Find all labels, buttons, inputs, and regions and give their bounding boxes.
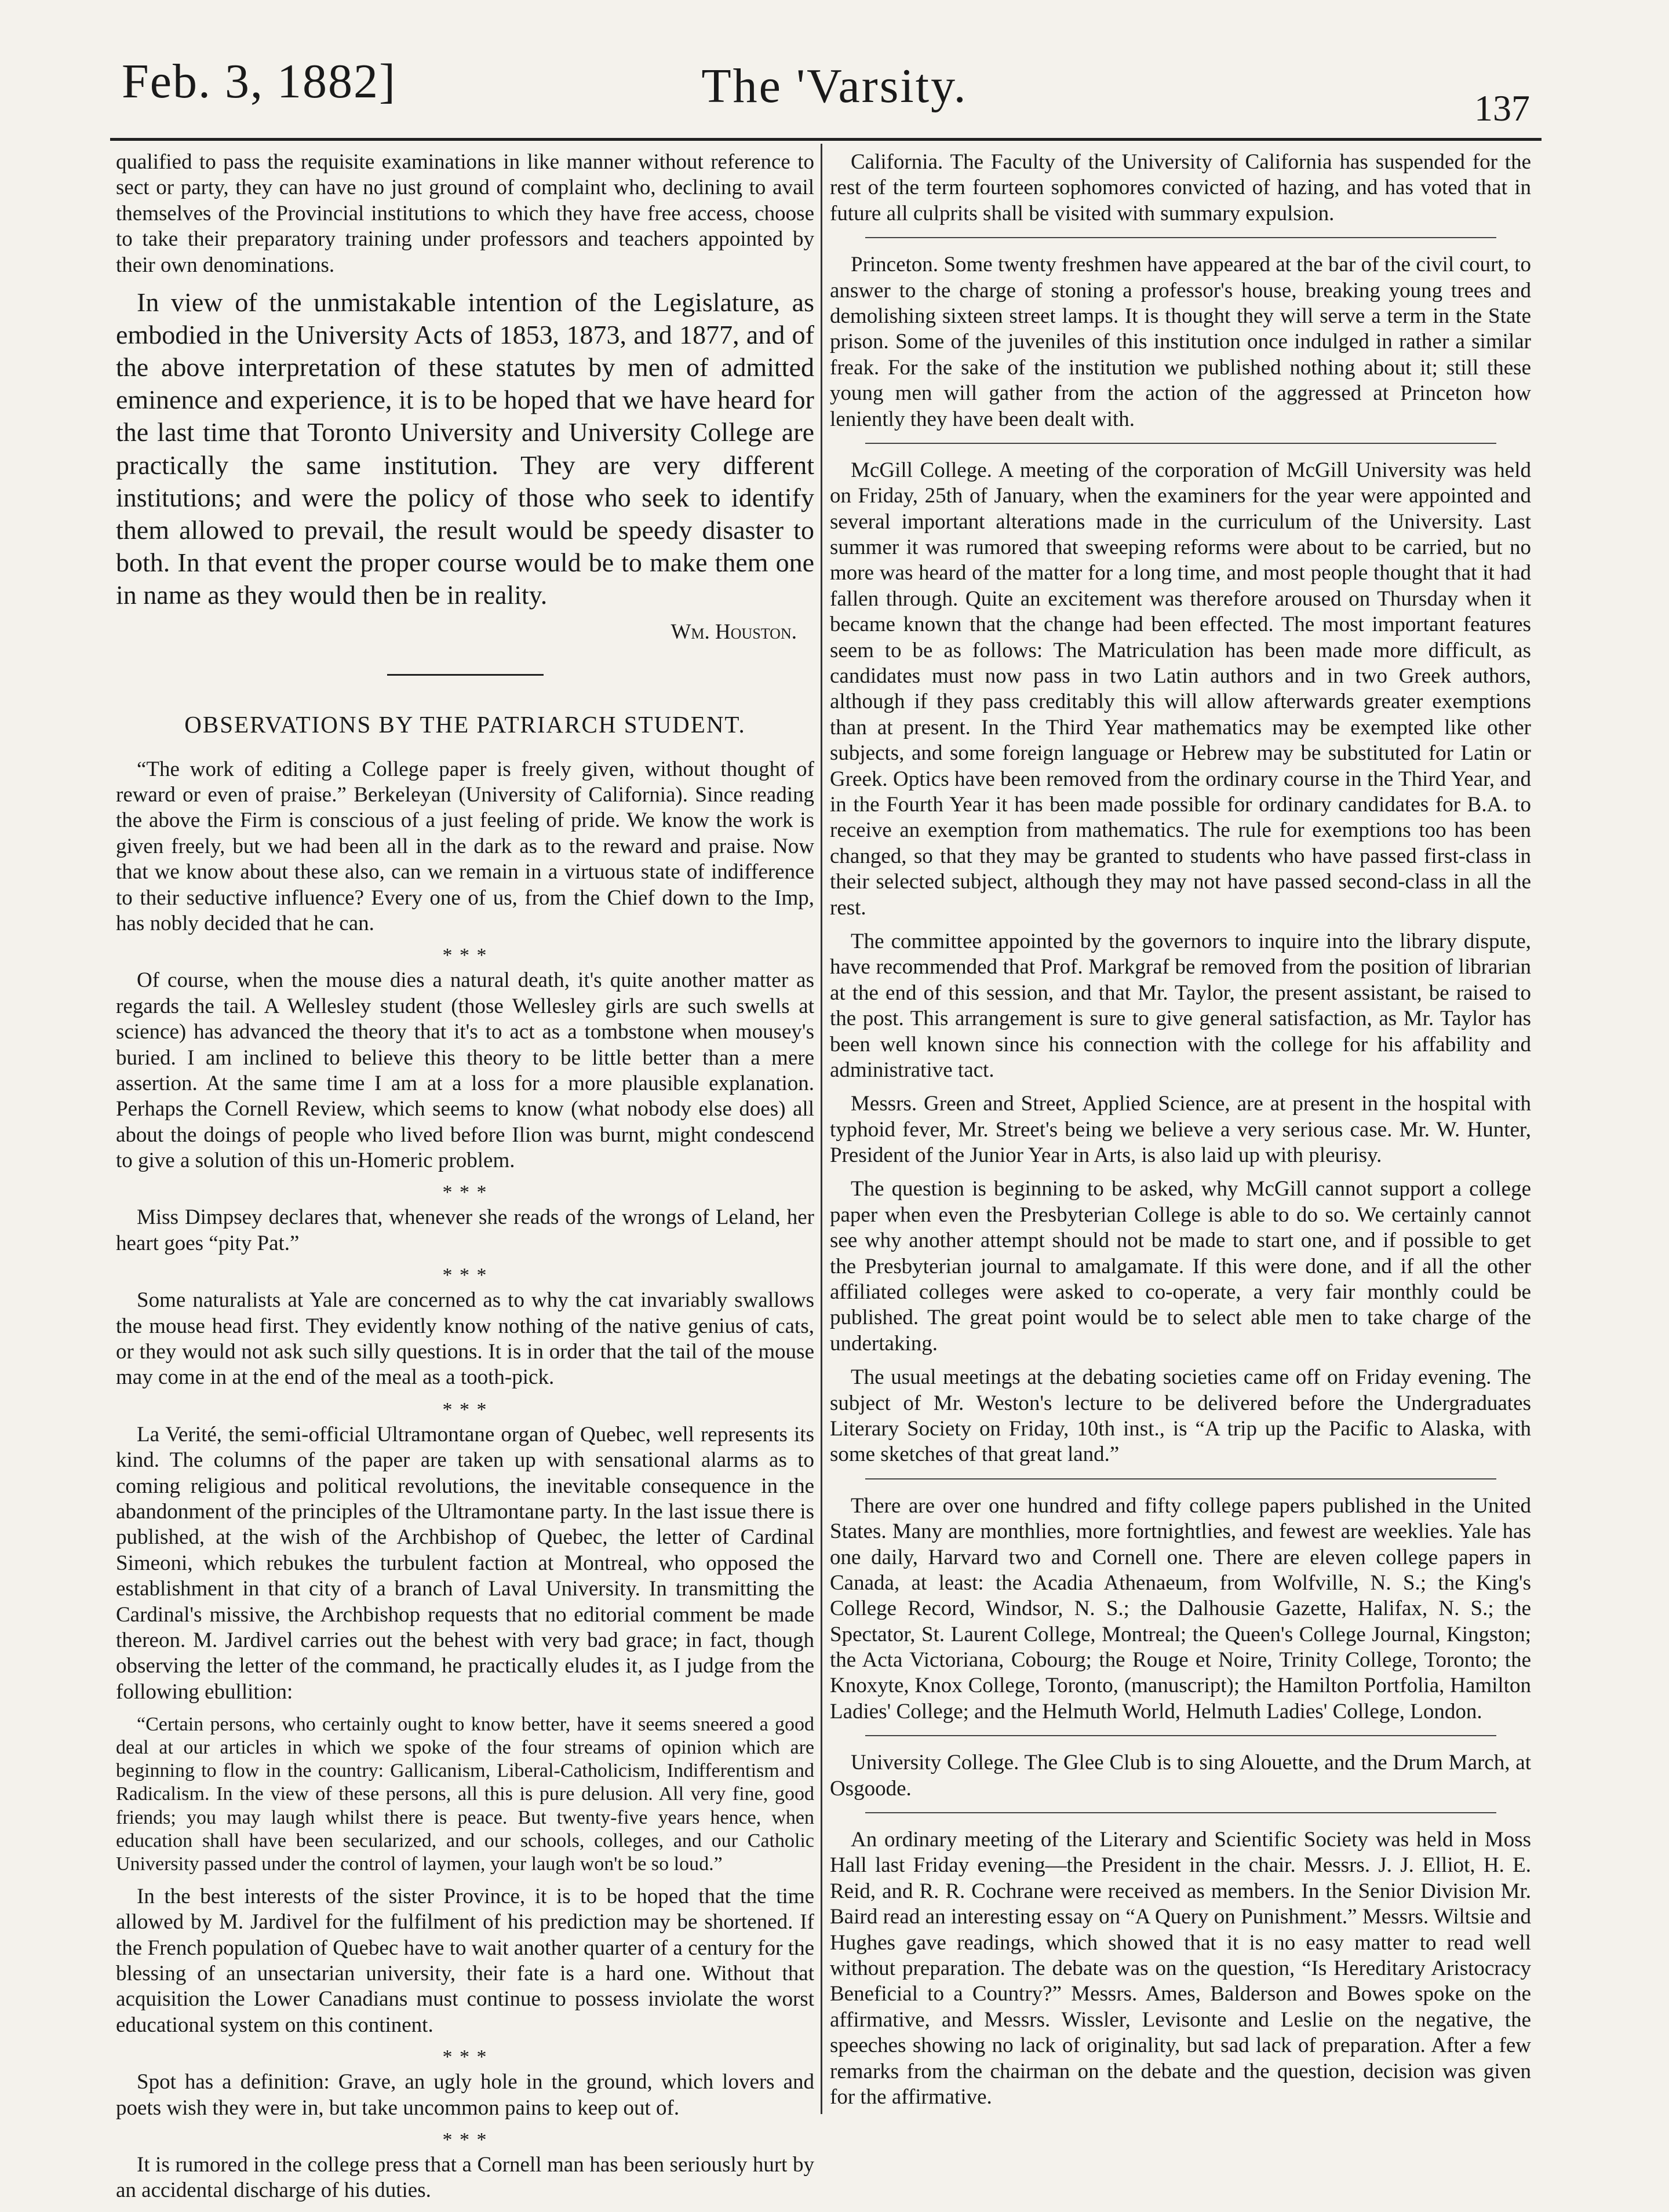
college-news-mcgill-library: The committee appointed by the governors to inquire into the library dispute, have recommended that Prof. Markgraf be removed from the position of librarian at the end of this session, and that Mr. Taylor, the present assistant, be raised to the post. This arrangement is sure to give general satisfaction, as Mr. Taylor has been well known since his connection with the college for his affability and administrative tact.: [830, 929, 1531, 1082]
asterism: * * *: [442, 2046, 488, 2068]
college-news-mcgill-debating: The usual meetings at the debating societies came off on Friday evening. The subject of Mr. Weston's lecture to be delivered before the Undergraduates Literary Society on Friday, 10th inst., is “A trip up the Pacific to Alaska, with some sketches of that great land.”: [830, 1365, 1531, 1467]
literary-society-paragraph: An ordinary meeting of the Literary and Scientific Society was held in Moss Hall last Friday evening—the President in the chair. Messrs. J. J. Elliot, H. E. Reid, and R. R. Cochrane were received as members. In the Senior Division Mr. Baird read an interesting essay on “A Query on Punishment.” Messrs. Wiltsie and Hughes gave readings, which showed that it is no easy matter to read well without preparation. The debate was on the question, “Is Hereditary Aristocracy Beneficial to a Country?” Messrs. Ames, Balderson and Bowes spoke on the affirmative, and Messrs. Wissler, Levisonte and Leslie on the negative, the speeches showing no lack of originality, but sad lack of preparation. After a few remarks from the chairman on the debate and the question, decision was given for the affirmative.: [830, 1828, 1531, 2109]
college-papers-paragraph: There are over one hundred and fifty college papers published in the United States. Many are monthlies, more fortnightlies, and fewest are weeklies. Yale has one daily, Harvard two and Cornell one. There are eleven college papers in Canada, at least: the Acadia Athenaeum, from Wolfville, N. S.; the King's College Record, Windsor, N. S.; the Dalhousie Gazette, Halifax, N. S.; the Spectator, St. Laurent College, Montreal; the Queen's College Journal, Kingston; the Acta Victoriana, Cobourg; the Rouge et Noire, Trinity College, Toronto; the Knoxyte, Knox College, Toronto, (manuscript); the Hamilton Portfolia, Hamilton Ladies' College; and the Helmuth World, Helmuth Ladies' College, London.: [830, 1493, 1531, 1723]
college-news-mcgill-illness: Messrs. Green and Street, Applied Science, are at present in the hospital with typhoid fever, Mr. Street's being we believe a very serious case. Mr. W. Hunter, President of the Junior Year in Arts, is also laid up with pleurisy.: [830, 1092, 1531, 1168]
college-news-princeton: Princeton. Some twenty freshmen have appeared at the bar of the civil court, to answer to the charge of stoning a professor's house, breaking young trees and demolishing sixteen street lamps. It is thought they will serve a term in the State prison. Some of the juveniles of this institution once indulged in rather a similar freak. For the sake of the institution we published nothing about it; still these young men will gather from the action of the aggressed at Princeton how leniently they have been dealt with.: [830, 253, 1531, 431]
college-news-mcgill-paper: The question is beginning to be asked, why McGill cannot support a college paper when even the Presbyterian College is able to do so. We certainly cannot see why another attempt should not be made to start one, and if possible to get the Presbyterian journal to amalgamate. If this were done, and if all the other affiliated colleges were asked to co-operate, a very fair monthly could be published. The great point would be to select able men to take charge of the undertaking.: [830, 1177, 1531, 1355]
right-column: [830, 150, 1531, 2118]
author-signature: Wm. Houston.: [670, 620, 797, 644]
college-news-university-college: University College. The Glee Club is to sing Alouette, and the Drum March, at Osgoode.: [830, 1751, 1531, 1801]
header-rule: [110, 138, 1542, 141]
issue-date: Feb. 3, 1882]: [122, 54, 396, 108]
continued-paragraph: qualified to pass the requisite examinations in like manner without reference to sect or party, they can have no just ground of complaint who, declining to avail themselves of the Provincial institutions to which they have free access, choose to take their preparatory training under professors and teachers appointed by their own denominations.: [116, 150, 814, 277]
asterism: * * *: [442, 2129, 488, 2151]
observation-item: “The work of editing a College paper is freely given, without thought of reward or even of praise.” Berkeleyan (University of California). Since reading the above the Firm is conscious of a just feeling of pride. We know the work is given freely, but we had been all in the dark as to the reward and praise. Now that we know about these also, can we remain in a virtuous state of indifference to their seductive influence? Every one of us, from the Chief down to the Imp, has nobly decided that he can.: [116, 757, 814, 935]
paragraph-rule: [865, 237, 1496, 238]
asterism: * * *: [442, 1182, 488, 1204]
observation-item: Of course, when the mouse dies a natural death, it's quite another matter as regards the tail. A Wellesley student (those Wellesley girls are such swells at science) has advanced the theory that it's to act as a tombstone when mousey's buried. I am inclined to believe this theory to be little better than a mere assertion. At the same time I am at a loss for a more plausible explanation. Perhaps the Cornell Review, which seems to know (what nobody else does) all about the doings of people who lived before Ilion was burnt, might condescend to give a solution of this un-Homeric problem.: [116, 968, 814, 1173]
asterism: * * *: [442, 1398, 488, 1420]
observation-item: Spot has a definition: Grave, an ugly hole in the ground, which lovers and poets wish they were in, but take uncommon pains to keep out of.: [116, 2070, 814, 2120]
paragraph-rule: [865, 1735, 1496, 1736]
section-rule: [387, 674, 544, 676]
observation-item: In the best interests of the sister Province, it is to be hoped that the time allowed by M. Jardivel for the fulfilment of his prediction may be shortened. If the French population of Quebec have to wait another quarter of a century for the blessing of an unsectarian university, their fate is a hard one. Without that acquisition the Lower Canadians must continue to possess inviolate the worst educational system on this continent.: [116, 1884, 814, 2037]
observation-item: Some naturalists at Yale are concerned as to why the cat invariably swallows the mouse head first. They evidently know nothing of the native genius of cats, or they would not ask such silly questions. It is in order that the tail of the mouse may come in at the end of the meal as a tooth-pick.: [116, 1288, 814, 1390]
observation-item: La Verité, the semi-official Ultramontane organ of Quebec, well represents its kind. The columns of the paper are taken up with sensational alarms as to coming religious and political revolutions, the inevitable consequence in the abandonment of the principles of the Ultramontane party. In the last issue there is published, at the wish of the Archbishop of Quebec, the letter of Cardinal Simeoni, which rebukes the turbulent faction at Montreal, who opposed the establishment in that city of a branch of Laval University. In transmitting the Cardinal's missive, the Archbishop requests that no editorial comment be made thereon. M. Jardivel carries out the behest with very bad grace; in fact, though observing the letter of the command, he practically eludes it, as I judge from the following ebullition:: [116, 1422, 814, 1704]
page-header: [0, 0, 1669, 133]
page-number: 137: [1474, 88, 1530, 129]
asterism: * * *: [442, 945, 488, 967]
column-divider: [821, 144, 822, 2114]
masthead-title: The 'Varsity.: [701, 59, 968, 113]
section-title: OBSERVATIONS BY THE PATRIARCH STUDENT.: [184, 711, 746, 738]
observation-item: It is rumored in the college press that a Cornell man has been seriously hurt by an accidental discharge of his duties.: [116, 2153, 814, 2203]
college-news-mcgill: McGill College. A meeting of the corporation of McGill University was held on Friday, 25th of January, when the examiners for the year were appointed and several important alterations made in the curriculum of the University. Last summer it was rumored that sweeping reforms were about to be carried, but no more was heard of the matter for a long time, and most people thought that it had fallen through. Quite an excitement was therefore aroused on Thursday when it became known that the change had been effected. The most important features seem to be as follows: The Matriculation has been made more difficult, as candidates must now pass in two Latin authors and in two Greek authors, although if they pass creditably this will allow afterwards greater exemptions than at present. In the Third Year mathematics may be exempted like other subjects, and some foreign language or Hebrew may be substituted for Latin or Greek. Optics have been removed from the ordinary course in the Third Year, and in the Fourth Year it has been made possible for ordinary candidates for B.A. to receive an exemption from mathematics. The rule for exemptions too has been changed, so that they may be granted to students who have passed first-class in their selected subject, although they may not have passed second-class in all the rest.: [830, 458, 1531, 920]
paragraph-rule: [865, 1478, 1496, 1479]
left-column: [116, 150, 814, 2212]
legislature-paragraph: In view of the unmistakable intention of the Legislature, as embodied in the University Acts of 1853, 1873, and 1877, and of the above interpretation of these statutes by men of admitted eminence and experience, it is to be hoped that we have heard for the last time that Toronto University and University College are practically the same institution. They are very different institutions; and were the policy of those who seek to identify them allowed to prevail, the result would be speedy disaster to both. In that event the proper course would be to make them one in name as they would then be in reality.: [116, 287, 814, 610]
paragraph-rule: [865, 443, 1496, 444]
quotation: “Certain persons, who certainly ought to know better, have it seems sneered a good deal at our articles in which we spoke of the four streams of opinion which are beginning to flow in the country: Gallicanism, Liberal-Catholicism, Indifferentism and Radicalism. In the view of these persons, all this is pure delusion. All very fine, good friends; you may laugh whilst there is peace. But twenty-five years hence, when education shall have been secularized, and our schools, colleges, and our Catholic University passed under the control of laymen, your laugh won't be so loud.”: [116, 1714, 814, 1875]
asterism: * * *: [442, 1264, 488, 1287]
paragraph-rule: [865, 1812, 1496, 1813]
college-news-california: California. The Faculty of the University of California has suspended for the rest of the term fourteen sophomores convicted of hazing, and has voted that in future all culprits shall be visited with summary expulsion.: [830, 150, 1531, 225]
observation-item: Miss Dimpsey declares that, whenever she reads of the wrongs of Leland, her heart goes “pity Pat.”: [116, 1205, 814, 1255]
